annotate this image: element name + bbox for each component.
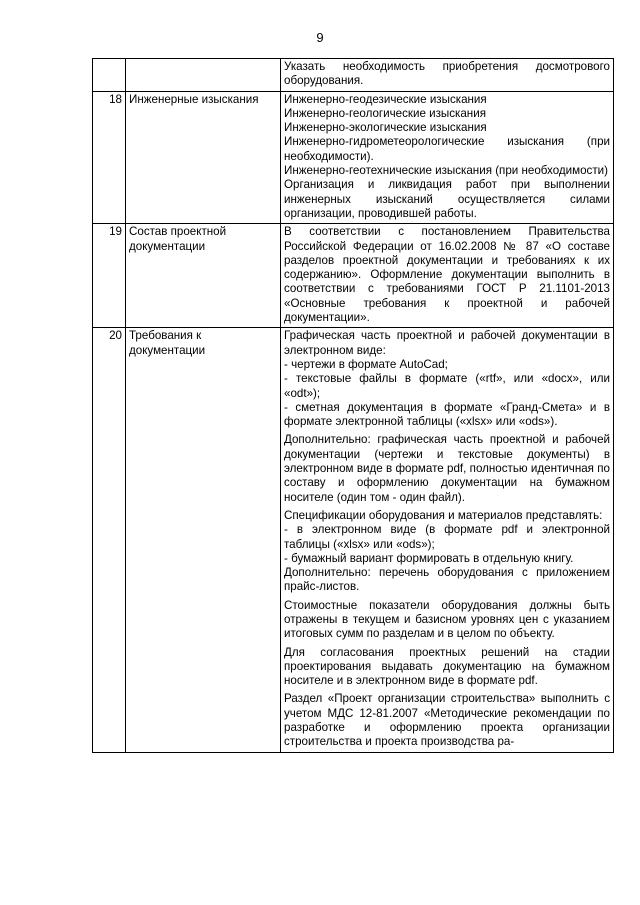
paragraph: - текстовые файлы в формате («rtf», или «docx», или «odt»); [284,372,610,400]
paragraph: Стоимостные показатели оборудования должны быть отражены в текущем и базисном уровнях цен с указанием итоговых сумм по разделам и в целом по объекту. [284,598,610,641]
row-title [126,59,281,92]
paragraph: Организация и ликвидация работ при выполнении инженерных изысканий осуществляется силами организации, проводившей работы. [284,178,610,220]
paragraph: - в электронном виде (в формате pdf и электронной таблицы («xlsx» или «ods»); [284,523,610,551]
table-row [93,59,614,92]
paragraph: Инженерно-геотехнические изыскания (при необходимости) [284,164,608,178]
paragraph: Графическая часть проектной и рабочей документации в электронном виде: [284,329,610,357]
paragraph: Дополнительно: перечень оборудования с приложением прайс-листов. [284,566,610,594]
paragraph: Указать необходимость приобретения досмотрового оборудования. [284,60,610,88]
paragraph: Инженерно-геологические изыскания [284,106,486,120]
paragraph: Раздел «Проект организации строительства» выполнить с учетом МДС 12-81.2007 «Методические рекомендации по разработке и оформлению проекта организации строительства и проекта производства ра- [284,692,610,749]
row-number [93,59,126,92]
paragraph: Инженерно-гидрометеорологические изыскания (при необходимости). [284,135,610,163]
table-row [93,224,614,328]
paragraph: Дополнительно: графическая часть проектной и рабочей документации (чертежи и текстовые документы) в электронном виде в формате pdf, полностью идентичная по составу и оформлению документации на бумажном носителе (один том - один файл). [284,433,610,504]
row-number: 20 [93,328,126,752]
row-content [281,224,614,328]
paragraph: Инженерно-геодезические изыскания [284,92,487,106]
row-number: 18 [93,91,126,224]
paragraph: Для согласования проектных решений на стадии проектирования выдавать документацию на бумажном носителе и в электронном виде в формате pdf. [284,645,610,688]
row-content [281,328,614,752]
page-number: 9 [316,30,324,45]
row-title: Инженерные изыскания [126,91,281,224]
table-row [93,91,614,224]
row-content [281,59,614,92]
row-number: 19 [93,224,126,328]
paragraph: - чертежи в формате AutoCad; [284,357,448,371]
requirements-table [92,58,614,753]
row-title: Требования к документации [126,328,281,752]
table-row [93,328,614,752]
paragraph: - сметная документация в формате «Гранд-Смета» и в формате электронной таблицы («xlsx» или «ods»). [284,400,610,429]
row-title: Состав проектной документации [126,224,281,328]
paragraph: Инженерно-экологические изыскания [284,121,487,135]
row-content [281,91,614,224]
paragraph: В соответствии с постановлением Правительства Российской Федерации от 16.02.2008 № 87 «О составе разделов проектной документации и требованиях к их содержанию». Оформление документации выполнить в соответствии с требованиями ГОСТ Р 21.1101-2013 «Основные требования к проектной и рабочей документации». [284,225,610,325]
paragraph: - бумажный вариант формировать в отдельную книгу. [284,551,574,565]
paragraph: Спецификации оборудования и материалов представлять: [284,508,603,522]
